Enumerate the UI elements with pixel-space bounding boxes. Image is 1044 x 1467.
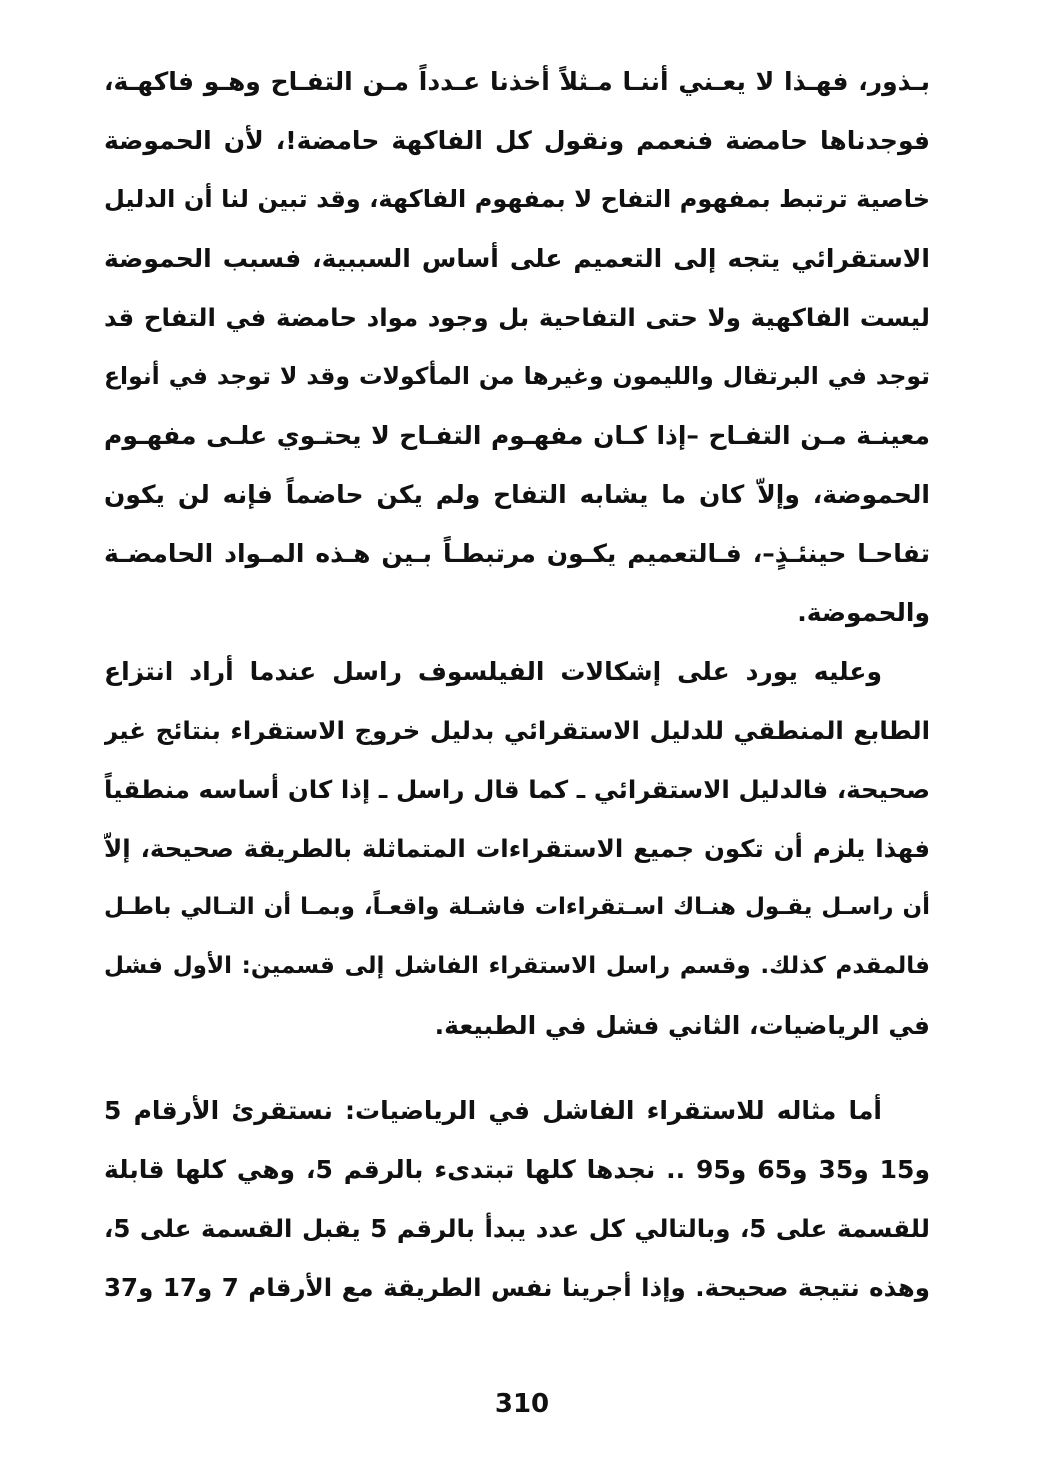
text-line: ليست الفاكهية ولا حتى التفاحية بل وجود مواد حامضة في التفاح قد [104, 303, 930, 332]
page-number: 310 [494, 1389, 550, 1419]
text-line: فهذا يلزم أن تكون جميع الاستقراءات المتماثلة بالطريقة صحيحة، إلاّ [104, 834, 930, 863]
text-line: توجد في البرتقال والليمون وغيرها من المأكولات وقد لا توجد في أنواع [104, 362, 930, 390]
text-line: فوجدناها حامضة فنعمم ونقول كل الفاكهة حامضة!، لأن الحموضة [104, 126, 930, 155]
paragraph-spacer [104, 1055, 930, 1081]
text-line: معينـة مـن التفـاح –إذا كـان مفهـوم التفـاح لا يحتـوي علـى مفهـوم [104, 421, 930, 450]
page-body [104, 52, 930, 1317]
text-line: للقسمة على 5، وبالتالي كل عدد يبدأ بالرقم 5 يقبل القسمة على 5، [104, 1214, 930, 1243]
text-line: الحموضة، وإلاّ كان ما يشابه التفاح ولم يكن حاضماً فإنه لن يكون [104, 480, 930, 509]
text-line: خاصية ترتبط بمفهوم التفاح لا بمفهوم الفاكهة، وقد تبين لنا أن الدليل [104, 185, 930, 213]
paragraph-2 [104, 642, 930, 1055]
text-line: و15 و35 و65 و95 .. نجدها كلها تبتدىء بالرقم 5، وهي كلها قابلة [104, 1155, 930, 1184]
text-line: بـذور، فهـذا لا يعـني أننـا مـثلاً أخذنا عـدداً مـن التفـاح وهـو فاكهـة، [104, 67, 930, 96]
text-line: والحموضة. [797, 598, 930, 627]
text-line: في الرياضيات، الثاني فشل في الطبيعة. [434, 1011, 930, 1040]
text-line: تفاحـا حينئـذٍ–، فـالتعميم يكـون مرتبطـاً بـين هـذه المـواد الحامضـة [104, 539, 930, 568]
text-line: أن راسـل يقـول هنـاك اسـتقراءات فاشـلة واقعـاً، وبمـا أن التـالي باطـل [104, 894, 930, 920]
text-line: أما مثاله للاستقراء الفاشل في الرياضيات: نستقرئ الأرقام 5 [104, 1096, 882, 1125]
text-line: وهذه نتيجة صحيحة. وإذا أجرينا نفس الطريقة مع الأرقام 7 و17 و37 [104, 1273, 930, 1302]
text-line: الاستقرائي يتجه إلى التعميم على أساس السببية، فسبب الحموضة [104, 244, 930, 273]
text-line: الطابع المنطقي للدليل الاستقرائي بدليل خروج الاستقراء بنتائج غير [104, 716, 930, 745]
paragraph-3 [104, 1081, 930, 1317]
text-line: صحيحة، فالدليل الاستقرائي ـ كما قال راسل ـ إذا كان أساسه منطقياً [104, 775, 930, 804]
paragraph-1 [104, 52, 930, 642]
text-line: فالمقدم كذلك. وقسم راسل الاستقراء الفاشل إلى قسمين: الأول فشل [104, 953, 930, 979]
text-line: وعليه يورد على إشكالات الفيلسوف راسل عندما أراد انتزاع [104, 657, 882, 686]
